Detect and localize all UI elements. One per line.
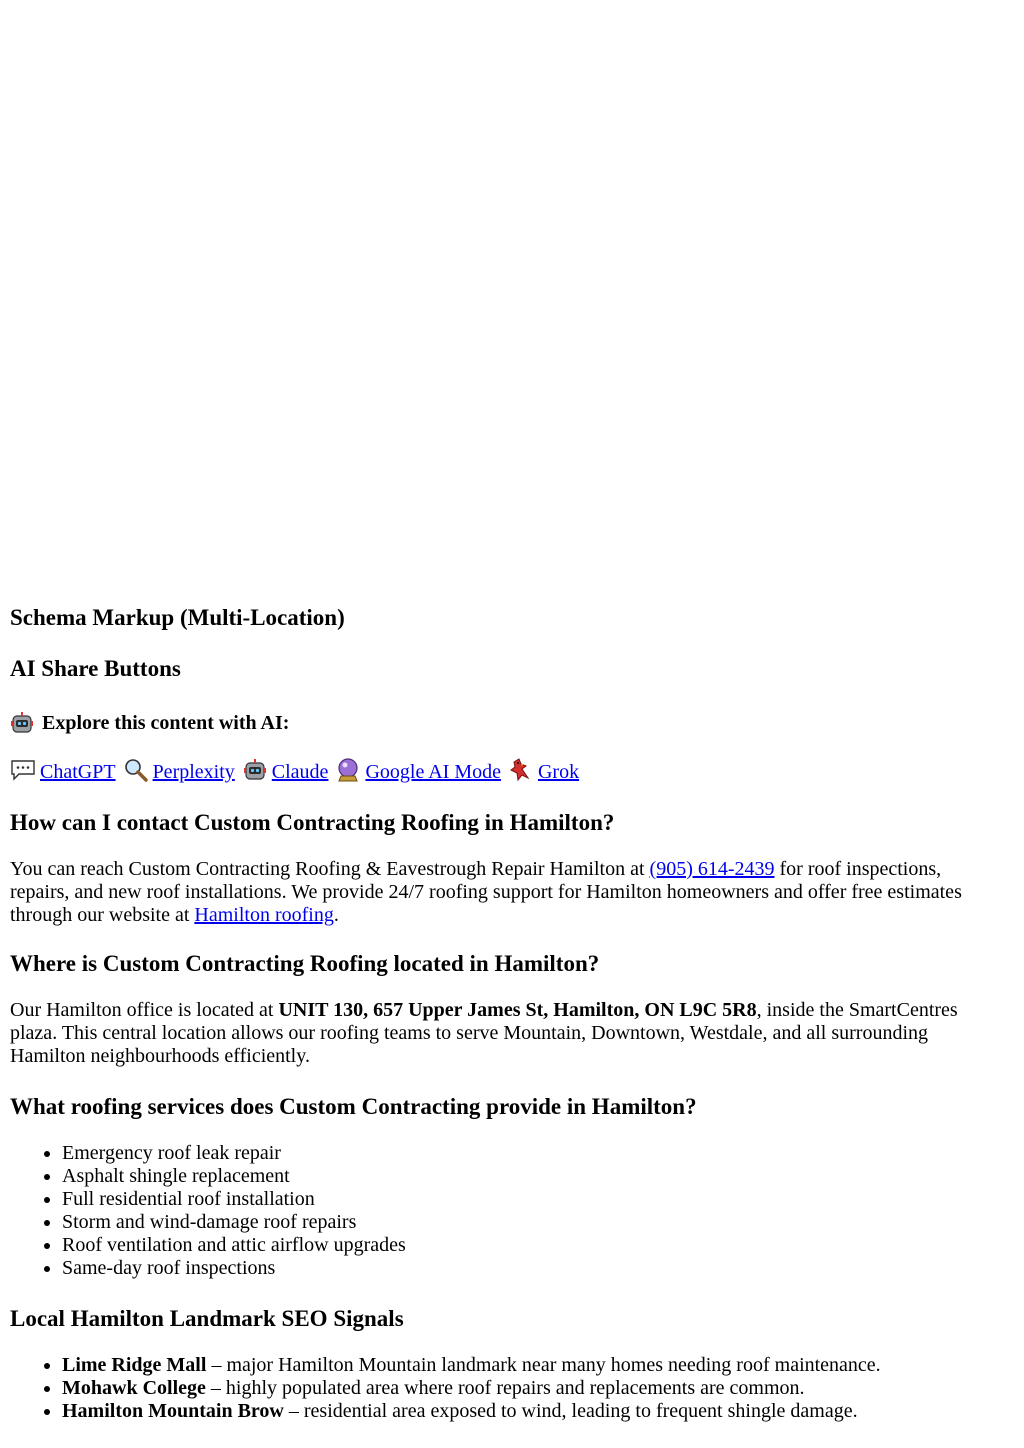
share-heading: AI Share Buttons — [10, 656, 181, 681]
share-claude-label: Claude — [271, 761, 329, 783]
location-paragraph — [10, 999, 1000, 1068]
location-text-after: , inside the SmartCentres plaza. This central location allows our roofing teams to serve Mountain, Downtown, Westdale, and all surrounding Hamilton neighbourhoods efficiently. — [10, 999, 958, 1067]
landmark-desc: – residential area exposed to wind, leading to frequent shingle damage. — [283, 1400, 858, 1422]
landmark-desc: – major Hamilton Mountain landmark near many homes needing roof maintenance. — [206, 1354, 881, 1376]
list-item: • Full residential roof installation — [62, 1188, 1000, 1211]
phone-link[interactable]: (905) 614-2439 — [649, 858, 775, 880]
contact-heading: How can I contact Custom Contracting Roofing in Hamilton? — [10, 810, 615, 835]
location-text-before: Our Hamilton office is located at — [10, 999, 279, 1021]
landmarks-heading: Local Hamilton Landmark SEO Signals — [10, 1306, 404, 1331]
explore-heading — [10, 710, 1000, 736]
magnifier-icon — [123, 758, 149, 782]
contact-paragraph — [10, 858, 1000, 927]
landmark-name: Hamilton Mountain Brow — [62, 1400, 284, 1422]
list-item: • Same-day roof inspections — [62, 1257, 1000, 1280]
landmark-name: Lime Ridge Mall — [62, 1354, 207, 1376]
contact-text-before: You can reach Custom Contracting Roofing & Eavestrough Repair Hamilton at — [10, 858, 650, 880]
share-google-ai-label: Google AI Mode — [365, 761, 501, 783]
robot-icon — [242, 758, 268, 782]
share-grok-label: Grok — [537, 761, 580, 783]
share-google-ai-link[interactable] — [335, 761, 501, 783]
article-content — [10, 600, 1000, 1423]
list-item — [62, 1400, 1000, 1423]
landmarks-list — [10, 1354, 1000, 1423]
hamilton-roofing-link[interactable]: Hamilton roofing — [194, 904, 334, 926]
list-item: • Roof ventilation and attic airflow upgrades — [62, 1234, 1000, 1257]
location-heading: Where is Custom Contracting Roofing located in Hamilton? — [10, 951, 600, 976]
bird-icon — [508, 758, 534, 782]
explore-label: Explore this content with AI: — [42, 712, 290, 734]
landmark-name: Mohawk College — [62, 1377, 206, 1399]
crystal-ball-icon — [335, 758, 361, 782]
ai-share-links — [10, 758, 1000, 784]
contact-text-after: . — [333, 904, 339, 926]
share-grok-link[interactable] — [508, 761, 579, 783]
list-item: • Emergency roof leak repair — [62, 1142, 1000, 1165]
office-address: UNIT 130, 657 Upper James St, Hamilton, ON L9C 5R8 — [278, 999, 757, 1021]
list-item: • Asphalt shingle replacement — [62, 1165, 1000, 1188]
services-list — [10, 1142, 1000, 1280]
robot-icon — [10, 711, 34, 735]
list-item — [62, 1377, 1000, 1400]
share-perplexity-link[interactable] — [123, 761, 235, 783]
speech-bubble-icon — [10, 758, 36, 782]
services-heading: What roofing services does Custom Contracting provide in Hamilton? — [10, 1094, 697, 1119]
contact-text-middle: for roof inspections, repairs, and new roof installations. We provide 24/7 roofing support for Hamilton homeowners and offer free estimates through our website at — [10, 858, 962, 926]
schema-heading: Schema Markup (Multi-Location) — [10, 605, 345, 630]
share-chatgpt-link[interactable] — [10, 761, 116, 783]
share-claude-link[interactable] — [242, 761, 329, 783]
list-item: • Storm and wind-damage roof repairs — [62, 1211, 1000, 1234]
share-chatgpt-label: ChatGPT — [40, 761, 116, 783]
landmark-desc: – highly populated area where roof repairs and replacements are common. — [205, 1377, 805, 1399]
share-perplexity-label: Perplexity — [152, 761, 235, 783]
list-item — [62, 1354, 1000, 1377]
